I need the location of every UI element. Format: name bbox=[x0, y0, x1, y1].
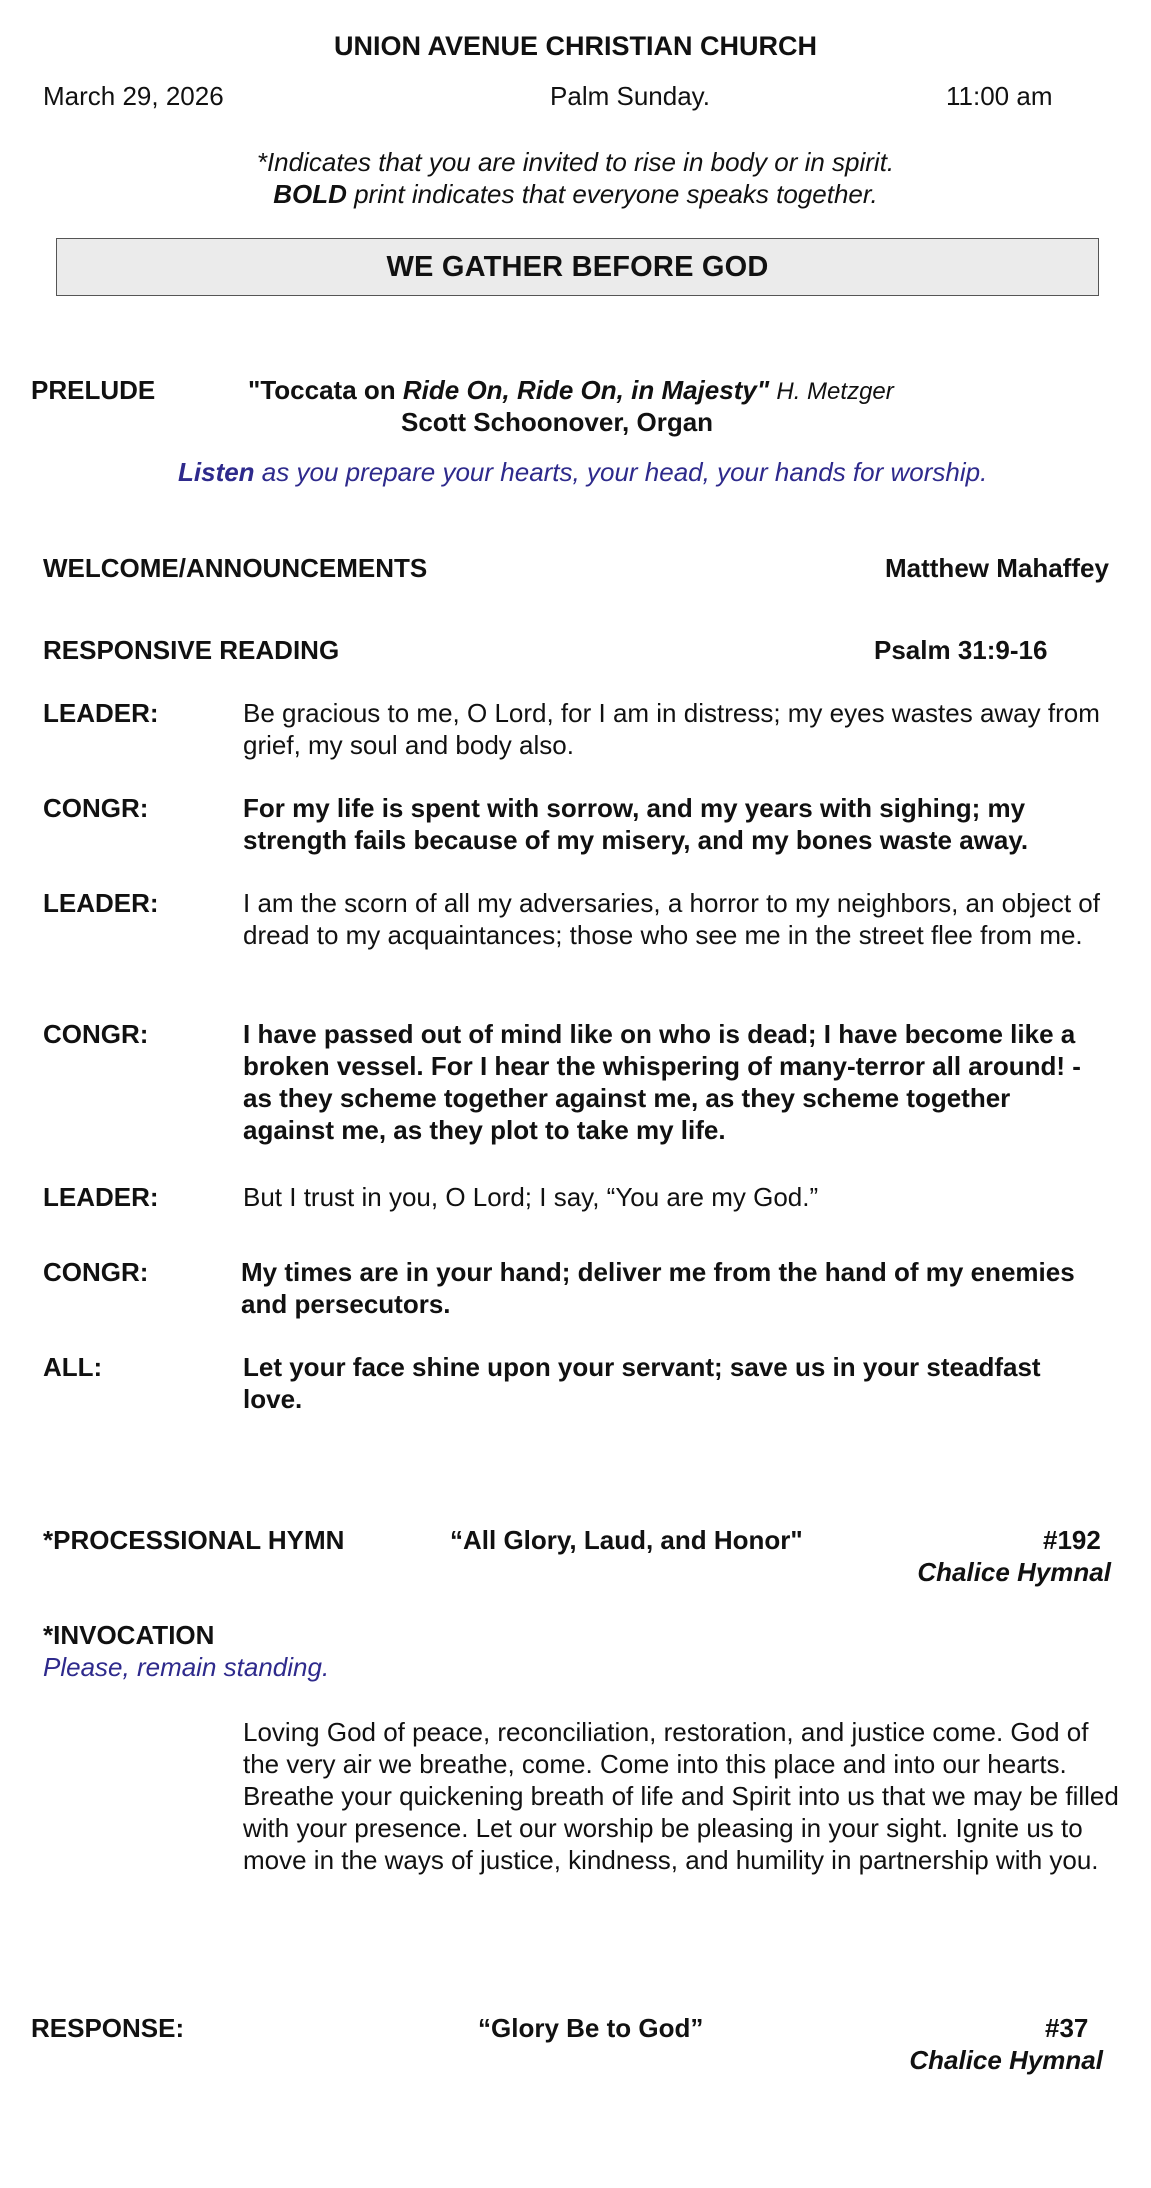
reading-text: For my life is spent with sorrow, and my years with sighing; my strength fails because of my misery, and my bones waste away. bbox=[243, 793, 1029, 855]
bold-note-strong: BOLD bbox=[273, 179, 347, 209]
invocation-text: Loving God of peace, reconciliation, restoration, and justice come. God of the very air we breathe, come. Come into this place and into our hearts. Breathe your quickening breath of life and Spirit into us that we may be filled with your presence. Let our worship be pleasing in your sight. Ignite us to move in the ways of justice, kindness, and humility in partnership with you. bbox=[243, 1717, 1119, 1875]
rise-note: *Indicates that you are invited to rise in body or in spirit. bbox=[256, 147, 895, 177]
reading-speaker: LEADER: bbox=[43, 698, 159, 728]
welcome-label: WELCOME/ANNOUNCEMENTS bbox=[43, 553, 428, 583]
reading-text: Be gracious to me, O Lord, for I am in distress; my eyes wastes away from grief, my soul and body also. bbox=[243, 698, 1100, 760]
reading-speaker: CONGR: bbox=[43, 793, 149, 823]
invocation-label: *INVOCATION bbox=[43, 1620, 215, 1650]
service-occasion: Palm Sunday. bbox=[550, 81, 710, 111]
reading-text: But I trust in you, O Lord; I say, “You are my God.” bbox=[243, 1182, 819, 1212]
prelude-title-italic: Ride On, Ride On, in Majesty" bbox=[402, 375, 770, 405]
response-title: “Glory Be to God” bbox=[478, 2013, 704, 2043]
response-hymnal: Chalice Hymnal bbox=[909, 2045, 1103, 2075]
prelude-label: PRELUDE bbox=[31, 375, 156, 405]
psalm-reference: Psalm 31:9-16 bbox=[874, 635, 1048, 665]
response-label: RESPONSE: bbox=[31, 2013, 185, 2043]
invocation-instruction: Please, remain standing. bbox=[43, 1652, 330, 1682]
reading-speaker: LEADER: bbox=[43, 888, 159, 918]
prelude-performer: Scott Schoonover, Organ bbox=[401, 407, 714, 437]
reading-text: My times are in your hand; deliver me from the hand of my enemies and persecutors. bbox=[241, 1257, 1075, 1319]
responsive-reading-label: RESPONSIVE READING bbox=[43, 635, 340, 665]
processional-number: #192 bbox=[1043, 1525, 1101, 1555]
prelude-composer: H. Metzger bbox=[776, 378, 894, 405]
church-name: UNION AVENUE CHRISTIAN CHURCH bbox=[333, 31, 817, 61]
processional-hymnal: Chalice Hymnal bbox=[917, 1557, 1111, 1587]
listen-rest: as you prepare your hearts, your head, your hands for worship. bbox=[254, 457, 988, 487]
reading-speaker: CONGR: bbox=[43, 1019, 149, 1049]
listen-line bbox=[178, 456, 987, 488]
welcome-leader: Matthew Mahaffey bbox=[885, 553, 1109, 583]
response-number: #37 bbox=[1045, 2013, 1089, 2043]
prelude-title-quote: "Toccata on bbox=[248, 375, 403, 405]
service-time: 11:00 am bbox=[946, 81, 1053, 111]
reading-speaker: LEADER: bbox=[43, 1182, 159, 1212]
section-title-box bbox=[56, 238, 1099, 296]
bold-note bbox=[0, 178, 1151, 210]
service-date: March 29, 2026 bbox=[43, 81, 224, 111]
reading-speaker: ALL: bbox=[43, 1352, 103, 1382]
reading-text: I am the scorn of all my adversaries, a horror to my neighbors, an object of dread to my acquaintances; those who see me in the street flee from me. bbox=[243, 888, 1100, 950]
reading-text: Let your face shine upon your servant; save us in your steadfast love. bbox=[243, 1352, 1041, 1414]
section-title: WE GATHER BEFORE GOD bbox=[386, 250, 769, 283]
processional-title: “All Glory, Laud, and Honor" bbox=[450, 1525, 803, 1555]
listen-word: Listen bbox=[178, 457, 255, 487]
reading-text: I have passed out of mind like on who is dead; I have become like a broken vessel. For I hear the whispering of many-terror all around! -as they scheme together against me, as they scheme together against me, as they plot to take my life. bbox=[243, 1019, 1081, 1145]
bold-note-rest: print indicates that everyone speaks together. bbox=[346, 179, 878, 209]
processional-label: *PROCESSIONAL HYMN bbox=[43, 1525, 345, 1555]
prelude-title bbox=[248, 374, 894, 408]
reading-speaker: CONGR: bbox=[43, 1257, 149, 1287]
